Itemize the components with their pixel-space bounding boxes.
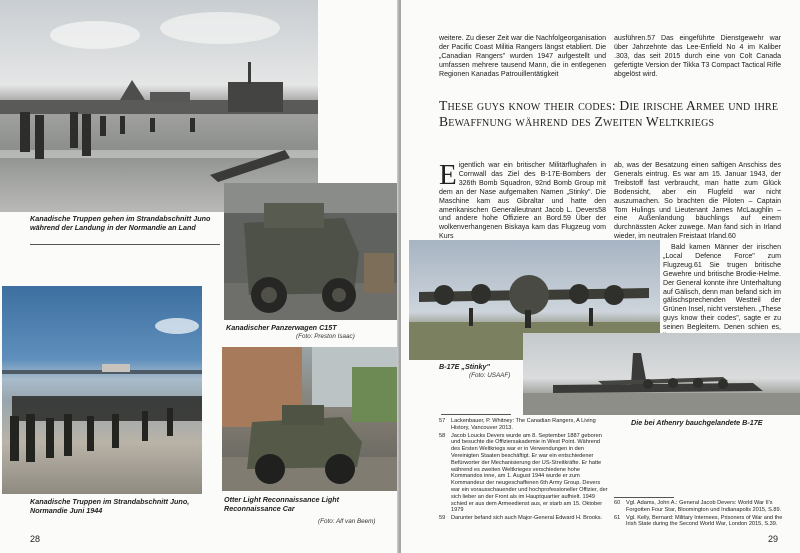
right-page <box>401 0 800 553</box>
column-2-body-paragraph-2: Bald kamen Männer der irischen „Local Defence Force" zum Flugzeug.61 Sie trugen britische Gewehre und britische Brodie-Helme. Der General konnte ihre Unterhaltung auf Gälisch, denn man befand sich im gälischsprechenden Westteil der Grünen Insel, nicht verstehen. „These guys know their codes", sagte er zu seinen Begleitern. Denen schien es, <box>663 244 781 332</box>
footnote-number: 57 <box>439 418 446 424</box>
footnote-text: Vgl. Adams, John A.: General Jacob Devers: World War II's Forgotten Four Star, Bloomington und Indianapolis 2015, S.89. <box>626 500 782 513</box>
footnote-57 <box>439 418 609 432</box>
juno-1944-illustration <box>2 286 202 494</box>
footnote-number: 61 <box>614 514 621 521</box>
caption-rule <box>30 244 220 245</box>
footnotes-column-2 <box>614 500 784 529</box>
footnote-text: Darunter befand sich auch Major-General Edward H. Brooks. <box>451 515 603 522</box>
footnote-59 <box>439 515 609 522</box>
credit-stinky: (Foto: USAAF) <box>469 372 511 379</box>
footnote-60 <box>614 500 784 514</box>
column-2-body-text-continued <box>663 244 781 342</box>
caption-juno-1944: Kanadische Truppen im Strandabschnitt Juno, Normandie Juni 1944 <box>30 497 190 515</box>
credit-otter: (Foto: Alf van Beem) <box>318 518 376 525</box>
credit-c15t: (Foto: Preston Isaac) <box>296 333 355 340</box>
footnote-number: 59 <box>439 515 446 522</box>
photo-otter <box>222 347 399 491</box>
footnotes-column-1 <box>439 418 609 523</box>
juno-landing-illustration <box>0 0 318 212</box>
footnote-text: Jacob Loucks Devers wurde am 8. September 1887 geboren und besuchte die Offiziersakademie in West Point. Während des Ersten Weltkriegs war er in Verwendungen in den Vereinigten Staaten beschäftigt. Er war ein entschiedener Befürworter der Mechanisierung der US-Streitkräfte. Er hatte während es zweiten Weltkrieges verschiedene hohe Kommandos inne, am 1. August 1944 wurde er zum Kommandeur der neugeschaffenen 6th Army Group. Devers war ein vorausschauender und hochprofessioneller Offizier, der sich lieber an der Front als im Hauptquartier aufhielt. 1949 schied er aus dem Armeedienst aus, er starb am 15. Oktober 1979 <box>451 432 608 514</box>
page-number-left: 28 <box>30 534 41 544</box>
footnote-number: 60 <box>614 500 621 506</box>
footnote-text: Vgl. Kelly, Bernard: Military Internees, Prisoners of War and the Irish State during the Second World War, London 2015, S.39. <box>626 514 783 528</box>
photo-juno-landing <box>0 0 318 212</box>
drop-cap: E <box>439 159 457 191</box>
footnote-rule-2 <box>614 497 674 498</box>
page-number-right: 29 <box>767 534 778 544</box>
section-heading: These guys know their codes: Die irische Armee und ihre Bewaffnung während des Zweiten Weltkriegs <box>439 98 779 129</box>
photo-athenry <box>523 333 800 415</box>
caption-otter: Otter Light Reconnaissance Light Reconnaissance Car <box>224 495 340 513</box>
column-1-body-paragraph: igentlich war ein britischer Militärflughafen in Cornwall das Ziel des B-17E-Bombers der 326th Bomb Squadron, 92nd Bomb Group mit dem an der Nase aufgemalten Namen „Stinky". Die Maschine kam aus Gibraltar und hatte den amerikanischen Generalleutnant Jacob L. Devers58 und andere hohe Offiziere an Bord.59 Über der wolkenverhangenen Biskaya kam das Flugzeug vom Kurs <box>439 162 606 241</box>
caption-stinky: B-17E „Stinky" <box>439 362 490 371</box>
footnote-61 <box>614 515 784 529</box>
footnote-number: 58 <box>439 432 446 439</box>
column-2-body-text <box>614 162 781 242</box>
caption-juno-landing: Kanadische Truppen gehen im Strandabschnitt Juno während der Landung in der Normandie an Land <box>30 214 211 232</box>
c15t-illustration <box>224 183 399 320</box>
athenry-illustration <box>523 333 800 415</box>
footnote-rule-1 <box>441 414 511 415</box>
column-1-top-paragraph: weitere. Zu dieser Zeit war die Nachfolgeorganisation der Pacific Coast Militia Rangers längst etabliert. Die „Canadian Rangers" wurden 1947 aufgestellt und umfassen mehrere tausend Mann, die in entlegenen Regionen Kanadas Patrouillentätigkeit <box>439 35 606 78</box>
photo-juno-1944 <box>2 286 202 494</box>
left-page <box>0 0 399 553</box>
caption-athenry: Die bei Athenry bauchgelandete B-17E <box>631 418 763 427</box>
column-2-top-text <box>614 35 781 80</box>
column-2-body-paragraph: ab, was der Besatzung einen saftigen Anschiss des Generals eintrug. Es war am 15. Januar 1943, der Treibstoff fast verbraucht, man hatte zum Glück Bodensicht, aber ein Flugfeld war nicht auszumachen. So brachten die Piloten – Captain Tom Hulings und Lieutenant James McLaughlin – eine Außenlandung bäuchlings auf einem durchnässten Acker zuwege. Man fand sich in Irland wieder, im neutralen Freistaat Irland.60 <box>614 162 781 241</box>
column-1-body-text <box>439 159 606 242</box>
column-1-top-text <box>439 35 606 80</box>
caption-c15t: Kanadischer Panzerwagen C15T <box>226 323 337 332</box>
column-2-top-paragraph: ausführen.57 Das eingeführte Dienstgewehr war über Jahrzehnte das Lee-Enfield No 4 im Kaliber .303, das seit 2015 durch eine von Colt Canada gefertigte Version der Tikka T3 Compact Tactical Rifle abgelöst wird. <box>614 35 781 78</box>
photo-c15t <box>224 183 399 320</box>
footnote-58 <box>439 433 609 515</box>
footnote-text: Lackenbauer, P. Whitney: The Canadian Rangers, A Living History, Vancouver 2013. <box>451 418 596 431</box>
otter-illustration <box>222 347 399 491</box>
